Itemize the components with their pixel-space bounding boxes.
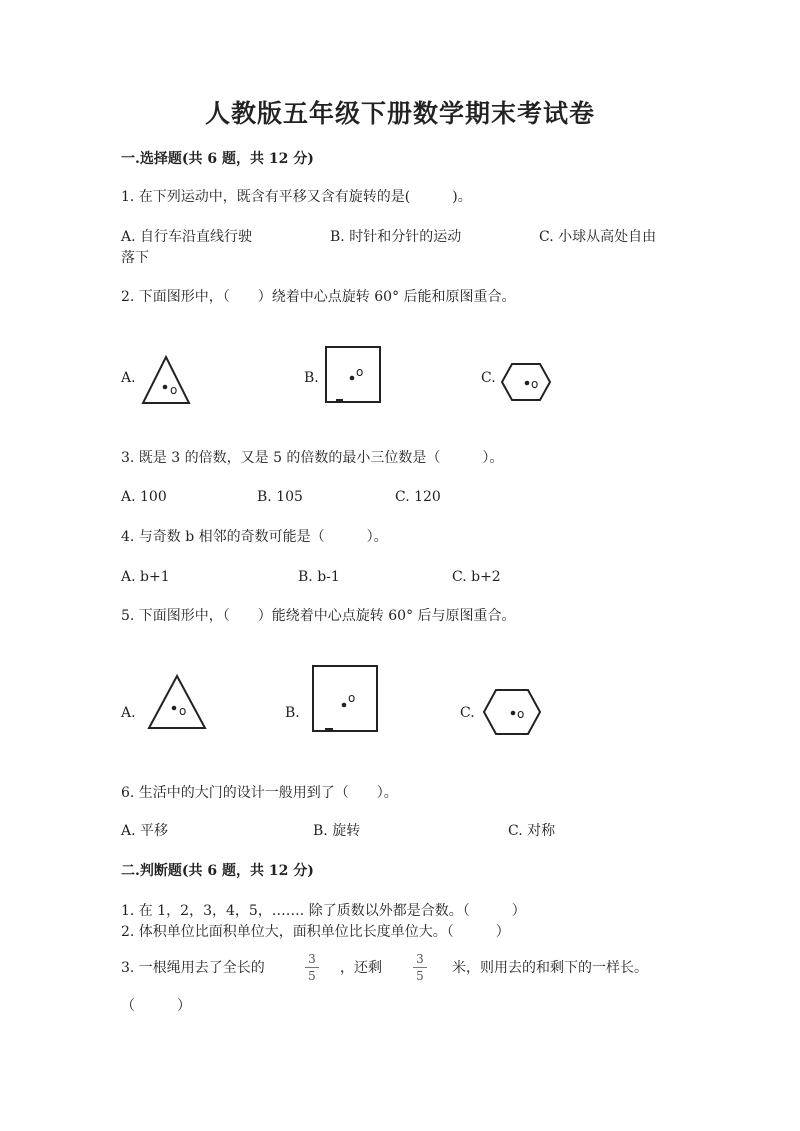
figure-mark-o: o — [348, 691, 356, 705]
question-5-stem: 5. 下面图形中，（ ）能绕着中心点旋转 60° 后与原图重合。 — [121, 608, 516, 624]
fraction-bar — [413, 967, 427, 968]
question-6-stem: 6. 生活中的大门的设计一般用到了（ ）。 — [121, 785, 398, 801]
square-figure — [310, 664, 380, 734]
figure-mark-o: o — [356, 365, 364, 379]
section-heading-choice: 一.选择题(共 6 题，共 12 分) — [121, 151, 314, 167]
fraction-bar — [305, 967, 319, 968]
question-2-option-a-label: A. — [121, 370, 136, 386]
question-4-stem: 4. 与奇数 b 相邻的奇数可能是（ ）。 — [121, 529, 388, 545]
question-3-option-b: B. 105 — [257, 489, 303, 505]
question-4-option-c: C. b+2 — [452, 569, 501, 585]
question-4-option-a: A. b+1 — [121, 569, 170, 585]
question-6-option-a: A. 平移 — [121, 823, 169, 839]
fraction-numerator: 3 — [416, 952, 424, 966]
question-1-stem: 1. 在下列运动中，既含有平移又含有旋转的是( )。 — [121, 189, 472, 205]
fraction-three-fifths — [410, 952, 430, 983]
question-1-option-c-continued: 落下 — [121, 250, 149, 266]
question-6-option-c: C. 对称 — [508, 823, 556, 839]
question-6-option-b: B. 旋转 — [313, 823, 361, 839]
judgement-3-part1: 3. 一根绳用去了全长的 — [121, 960, 265, 976]
question-4-option-b: B. b-1 — [298, 569, 340, 585]
question-3-option-a: A. 100 — [121, 489, 167, 505]
judgement-1: 1. 在 1，2，3，4，5，……. 除了质数以外都是合数。（ ） — [121, 903, 526, 919]
question-3-option-c: C. 120 — [395, 489, 441, 505]
question-1-option-b: B. 时针和分针的运动 — [330, 229, 462, 245]
question-2-option-c-label: C. — [481, 370, 496, 386]
figure-mark-o: o — [517, 707, 525, 721]
figure-mark-o: o — [179, 704, 187, 718]
question-5-option-b-label: B. — [285, 705, 300, 721]
square-figure — [323, 345, 383, 405]
figure-mark-o: o — [531, 377, 539, 391]
judgement-3-part3: 米，则用去的和剩下的一样长。 — [452, 960, 648, 976]
fraction-denominator: 5 — [416, 969, 424, 983]
fraction-numerator: 3 — [308, 952, 316, 966]
question-3-stem: 3. 既是 3 的倍数，又是 5 的倍数的最小三位数是（ ）。 — [121, 450, 504, 466]
question-1-option-a: A. 自行车沿直线行驶 — [121, 229, 253, 245]
triangle-figure — [140, 354, 192, 406]
question-2-stem: 2. 下面图形中，（ ）绕着中心点旋转 60° 后能和原图重合。 — [121, 289, 516, 305]
hexagon-figure — [482, 688, 542, 736]
question-1-option-c: C. 小球从高处自由 — [539, 229, 657, 245]
hexagon-figure — [500, 362, 552, 402]
judgement-3-answer-paren: （ ） — [121, 998, 191, 1014]
question-2-option-b-label: B. — [304, 370, 319, 386]
fraction-denominator: 5 — [308, 969, 316, 983]
figure-mark-o: o — [170, 383, 178, 397]
judgement-2: 2. 体积单位比面积单位大，面积单位比长度单位大。（ ） — [121, 924, 510, 940]
question-5-option-a-label: A. — [121, 705, 136, 721]
question-5-option-c-label: C. — [460, 705, 475, 721]
triangle-figure — [146, 673, 208, 731]
section-heading-judgement: 二.判断题(共 6 题，共 12 分) — [121, 863, 314, 879]
fraction-three-fifths — [302, 952, 322, 983]
judgement-3-part2: ，还剩 — [340, 960, 382, 976]
page-title: 人教版五年级下册数学期末考试卷 — [204, 99, 595, 128]
